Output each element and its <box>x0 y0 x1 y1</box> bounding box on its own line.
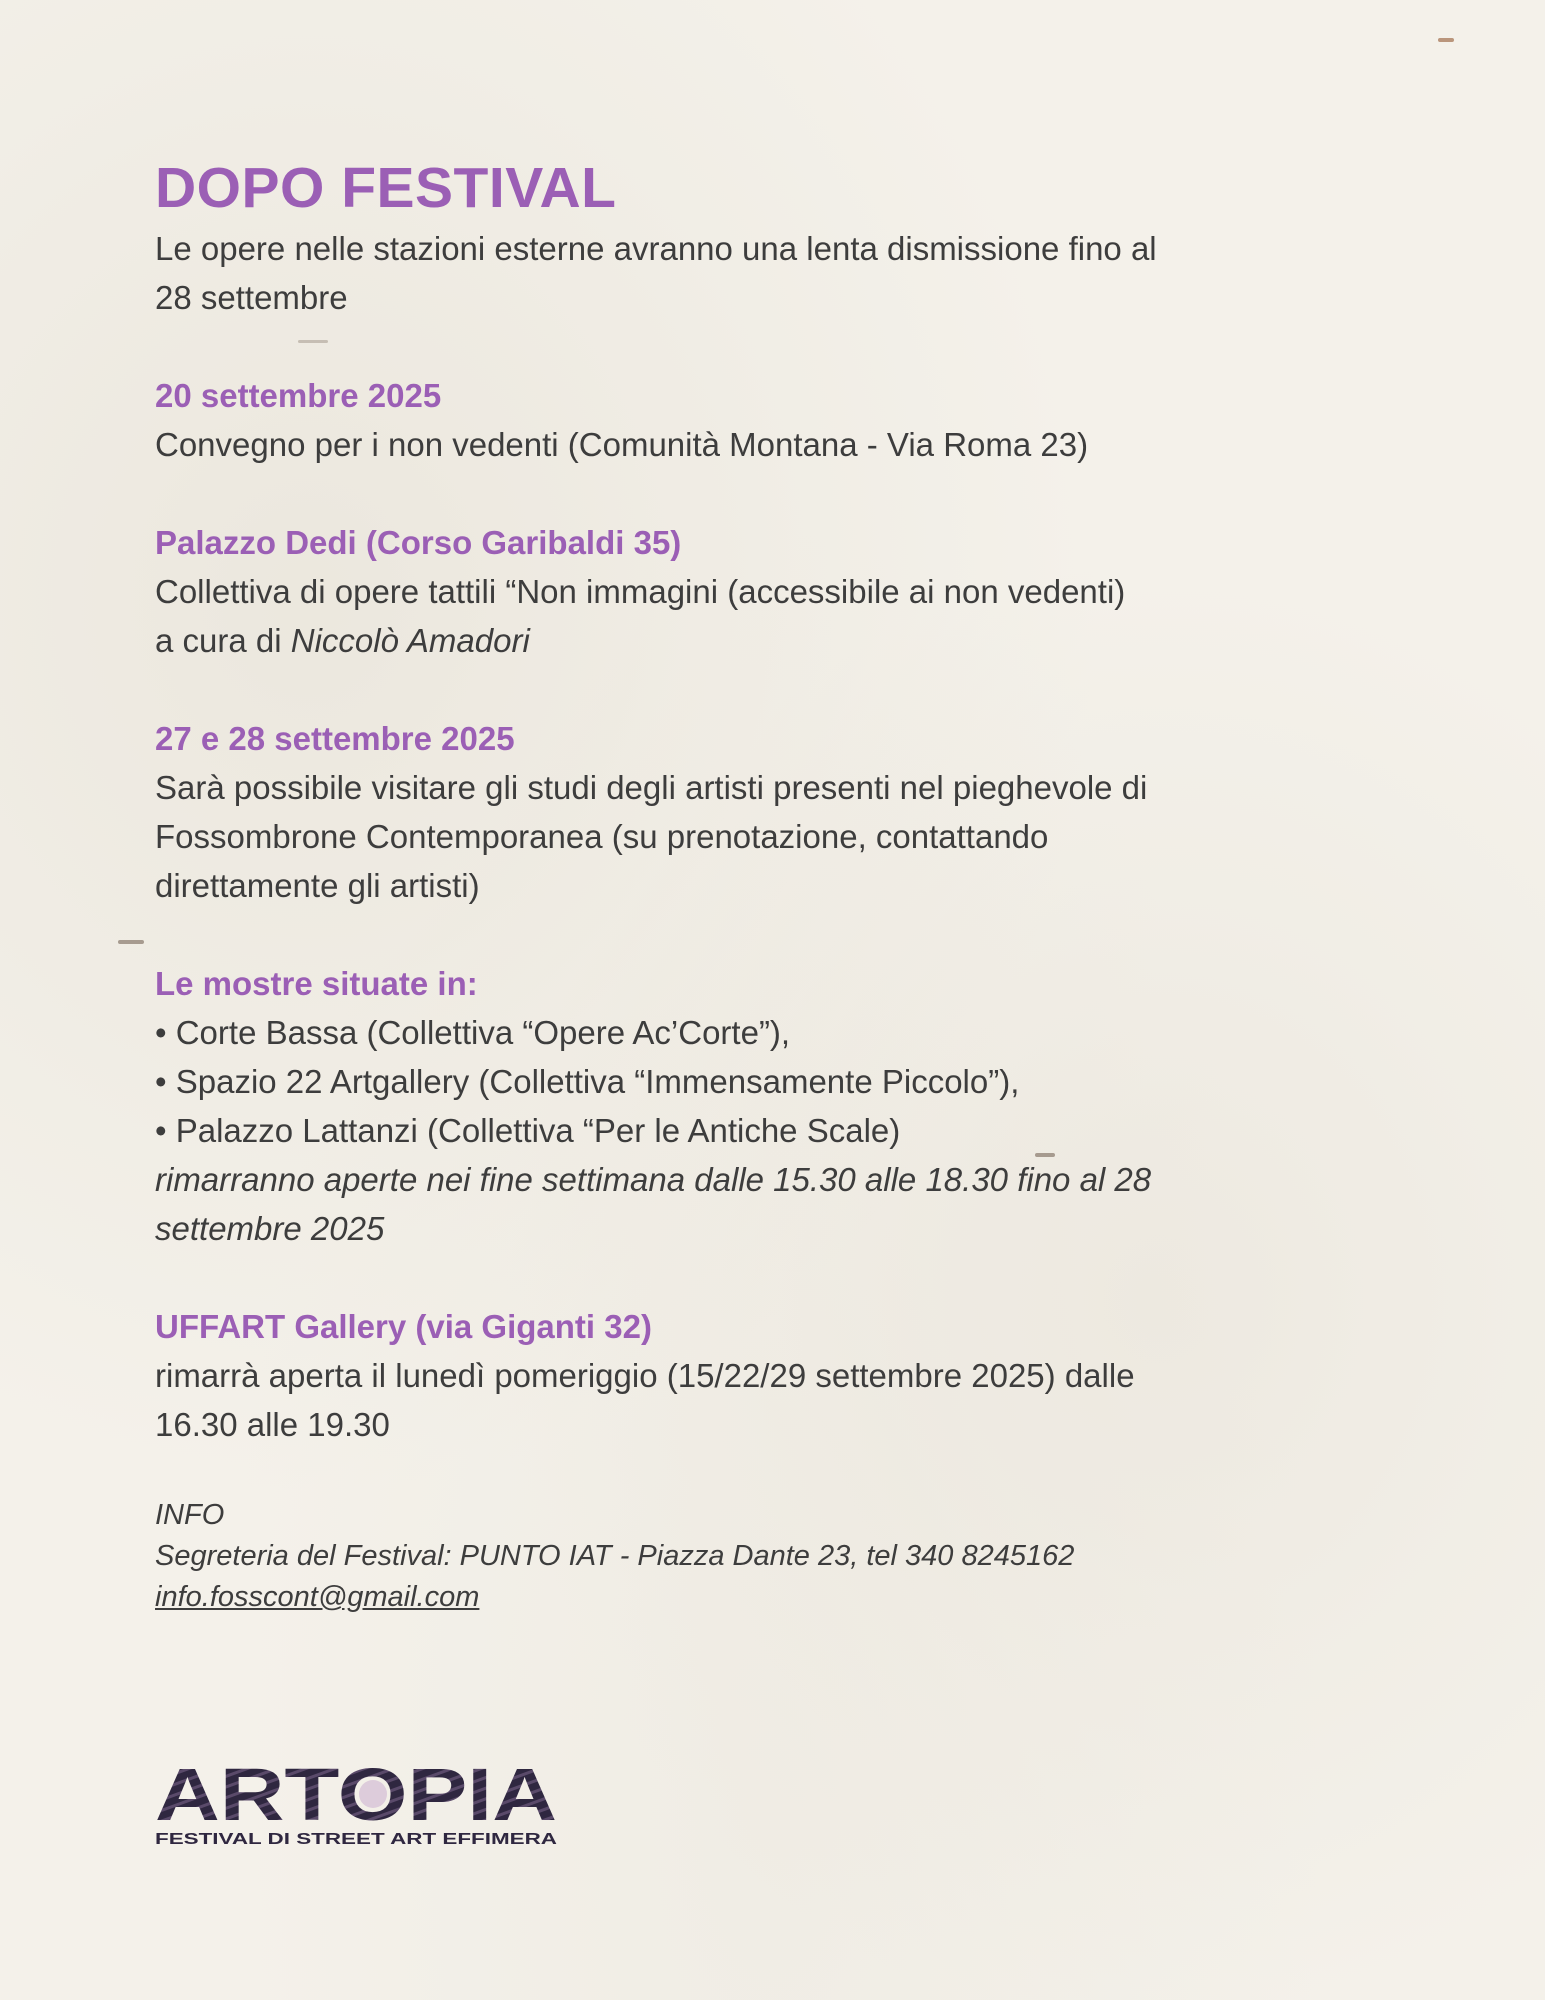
exhibition-bullet: • Corte Bassa (Collettiva “Opere Ac’Corte”), <box>155 1014 791 1051</box>
curator-name: Niccolò Amadori <box>290 622 530 659</box>
exhibition-bullet: • Palazzo Lattanzi (Collettiva “Per le Antiche Scale) <box>155 1112 901 1149</box>
section-text: Convegno per i non vedenti (Comunità Montana - Via Roma 23) <box>155 426 1089 463</box>
section-text: Fossombrone Contemporanea (su prenotazione, contattando <box>155 818 1049 855</box>
logo-tagline: FESTIVAL DI STREET ART EFFIMERA <box>155 1831 558 1848</box>
email-link[interactable]: info.fosscont@gmail.com <box>155 1581 480 1613</box>
section-text <box>155 616 1385 665</box>
document-body <box>155 152 1385 1618</box>
artopia-logo <box>155 1758 560 1848</box>
section-text: Sarà possibile visitare gli studi degli artisti presenti nel pieghevole di <box>155 769 1148 806</box>
page-title: DOPO FESTIVAL <box>155 156 617 220</box>
section-text: rimarrà aperta il lunedì pomeriggio (15/22/29 settembre 2025) dalle <box>155 1357 1135 1394</box>
paper-speck <box>1438 38 1454 42</box>
curator-prefix: a cura di <box>155 622 291 659</box>
paper-speck <box>118 940 144 944</box>
section-heading-date: 20 settembre 2025 <box>155 377 442 414</box>
info-label: INFO <box>155 1499 225 1531</box>
exhibition-bullet: • Spazio 22 Artgallery (Collettiva “Immensamente Piccolo”), <box>155 1063 1020 1100</box>
section-heading-exhibitions: Le mostre situate in: <box>155 965 478 1002</box>
section-text: direttamente gli artisti) <box>155 867 480 904</box>
intro-line: Le opere nelle stazioni esterne avranno una lenta dismissione fino al <box>155 230 1157 267</box>
section-heading-palazzo-dedi: Palazzo Dedi (Corso Garibaldi 35) <box>155 524 682 561</box>
section-text: 16.30 alle 19.30 <box>155 1406 390 1443</box>
exhibition-note: rimarranno aperte nei fine settimana dalle 15.30 alle 18.30 fino al 28 <box>155 1161 1152 1198</box>
section-text: Collettiva di opere tattili “Non immagini (accessibile ai non vedenti) <box>155 573 1126 610</box>
logo-wordmark: ARTOPIA <box>155 1758 557 1836</box>
section-heading-dates: 27 e 28 settembre 2025 <box>155 720 515 757</box>
info-line: Segreteria del Festival: PUNTO IAT - Piazza Dante 23, tel 340 8245162 <box>155 1540 1075 1572</box>
logo-o-accent <box>359 1780 387 1808</box>
exhibition-note: settembre 2025 <box>155 1210 385 1247</box>
intro-line: 28 settembre <box>155 279 348 316</box>
section-heading-uffart: UFFART Gallery (via Giganti 32) <box>155 1308 652 1345</box>
